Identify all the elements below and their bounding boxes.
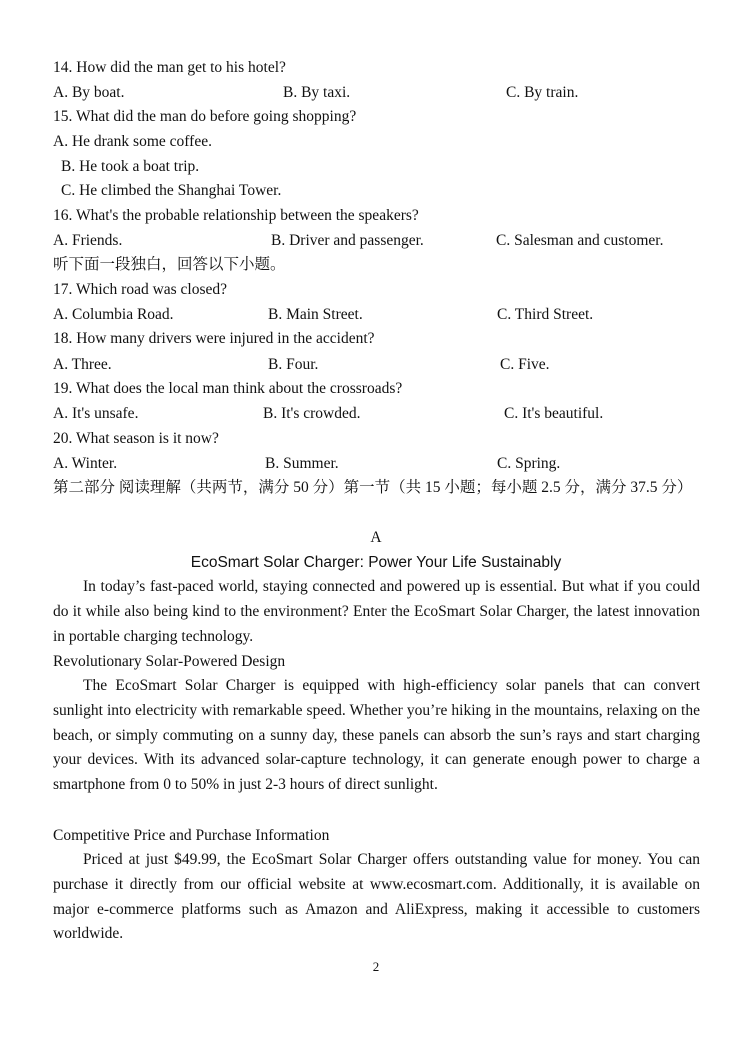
question-16-option-c: C. Salesman and customer. — [496, 232, 664, 249]
passage-intro: In today’s fast-paced world, staying connected and powered up is essential. But what if you could do it while also being kind to the environment? Enter the EcoSmart Solar Charger, the latest innovation in portable charging technology. — [53, 578, 700, 645]
passage-heading-price: Competitive Price and Purchase Information — [53, 827, 330, 844]
passage-paragraph-price: Priced at just $49.99, the EcoSmart Solar Charger offers outstanding value for money. You can purchase it directly from our official website at www.ecosmart.com. Additionally, it is available on major e-commerce platforms such as Amazon and AliExpress, making it accessible to customers worldwide. — [53, 851, 700, 943]
page-number: 2 — [372, 959, 380, 974]
question-15-option-c: C. He climbed the Shanghai Tower. — [61, 182, 282, 199]
question-14-option-a: A. By boat. — [53, 84, 125, 101]
question-20-option-b: B. Summer. — [265, 455, 339, 472]
passage-title: EcoSmart Solar Charger: Power Your Life Sustainably — [190, 554, 562, 571]
question-19-option-c: C. It's beautiful. — [504, 405, 604, 422]
question-17-stem: 17. Which road was closed? — [53, 281, 228, 298]
question-18-option-a: A. Three. — [53, 356, 112, 373]
question-20-option-a: A. Winter. — [53, 455, 118, 472]
question-20-option-c: C. Spring. — [497, 455, 561, 472]
passage-heading-design: Revolutionary Solar-Powered Design — [53, 653, 286, 670]
question-16-stem: 16. What's the probable relationship between the speakers? — [53, 207, 419, 224]
passage-paragraph-design: The EcoSmart Solar Charger is equipped with high-efficiency solar panels that can convert sunlight into electricity with remarkable speed. Whether you’re hiking in the mountains, relaxing on the beach, or simply commuting on a sunny day, these panels can absorb the sun’s rays and start charging your devices. With its advanced solar-capture technology, it can generate enough power to charge a smartphone from 0 to 50% in just 2-3 hours of direct sunlight. — [53, 677, 700, 794]
question-17-option-b: B. Main Street. — [268, 306, 363, 323]
question-14-option-c: C. By train. — [506, 84, 579, 101]
question-14-stem: 14. How did the man get to his hotel? — [53, 59, 286, 76]
question-20-stem: 20. What season is it now? — [53, 430, 219, 447]
monologue-instruction: 听下面一段独白，回答以下小题。 — [53, 256, 286, 273]
question-16-option-a: A. Friends. — [53, 232, 123, 249]
passage-label: A — [370, 529, 382, 546]
question-14-option-b: B. By taxi. — [283, 84, 351, 101]
question-18-option-b: B. Four. — [268, 356, 319, 373]
section-header: 第二部分 阅读理解（共两节，满分 50 分）第一节（共 15 小题；每小题 2.5 分，满分 37.5 分） — [53, 479, 693, 496]
question-15-option-a: A. He drank some coffee. — [53, 133, 212, 150]
question-18-option-c: C. Five. — [500, 356, 550, 373]
question-17-option-c: C. Third Street. — [497, 306, 594, 323]
question-15-stem: 15. What did the man do before going shopping? — [53, 108, 357, 125]
question-17-option-a: A. Columbia Road. — [53, 306, 174, 323]
question-15-option-b: B. He took a boat trip. — [61, 158, 200, 175]
question-19-stem: 19. What does the local man think about the crossroads? — [53, 380, 403, 397]
question-18-stem: 18. How many drivers were injured in the accident? — [53, 330, 375, 347]
question-19-option-b: B. It's crowded. — [263, 405, 361, 422]
question-19-option-a: A. It's unsafe. — [53, 405, 139, 422]
question-16-option-b: B. Driver and passenger. — [271, 232, 424, 249]
